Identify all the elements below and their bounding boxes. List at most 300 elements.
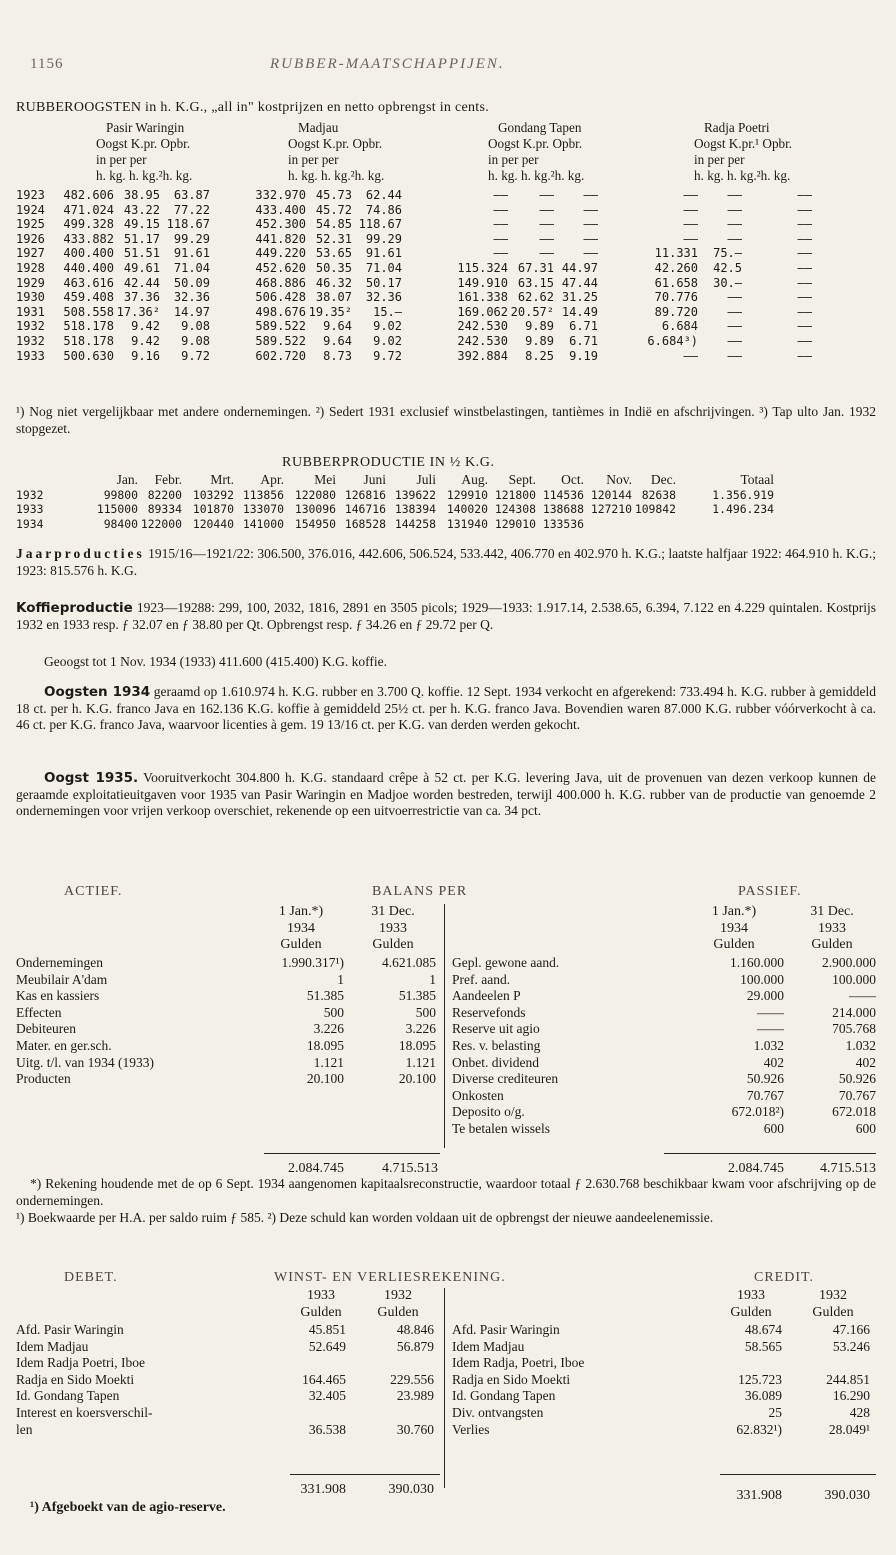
list-item xyxy=(452,1055,880,1072)
item-value: —— xyxy=(757,1021,784,1037)
table-cell: 51.17 xyxy=(123,231,160,246)
list-item xyxy=(452,1355,880,1372)
table-cell: 47.44 xyxy=(561,275,598,290)
table-cell: —— xyxy=(539,231,554,246)
table-cell: 149.910 xyxy=(457,275,508,290)
table-cell: 54.85 xyxy=(315,217,352,232)
row-year: 1928 xyxy=(16,260,45,275)
table-row xyxy=(16,203,876,218)
table-cell: 82200 xyxy=(147,487,182,502)
table-cell: 99800 xyxy=(103,487,138,502)
table-cell: 9.19 xyxy=(569,348,598,363)
item-label: Verlies xyxy=(452,1421,490,1437)
rubber-head-sub3-3: h. kg. h. kg.²h. kg. xyxy=(694,168,791,183)
table-cell: 38.95 xyxy=(123,188,160,202)
table-cell: —— xyxy=(493,188,508,202)
table-cell: 89334 xyxy=(147,502,182,517)
table-cell: —— xyxy=(797,202,812,217)
table-cell: 124308 xyxy=(494,502,536,517)
item-label: Div. ontvangsten xyxy=(452,1404,544,1420)
item-value: 32.405 xyxy=(308,1388,346,1404)
table-cell: 9.72 xyxy=(373,348,402,363)
table-cell: 6.684³) xyxy=(647,333,698,348)
item-label: len xyxy=(16,1421,33,1437)
wv-right-head: 1932 xyxy=(819,1288,847,1303)
table-cell: 9.42 xyxy=(131,333,160,348)
table-cell: 63.15 xyxy=(517,275,554,290)
month-header: Jan. xyxy=(116,472,138,487)
table-cell: 62.62 xyxy=(517,290,554,305)
list-item xyxy=(452,1121,880,1138)
table-cell: 9.08 xyxy=(181,319,210,334)
balans-right-head: Gulden xyxy=(713,937,755,952)
list-item xyxy=(16,1038,436,1055)
table-cell: 141000 xyxy=(242,516,284,531)
credit-title: CREDIT. xyxy=(754,1270,815,1285)
table-cell: 120144 xyxy=(590,487,632,502)
table-cell: 32.36 xyxy=(173,290,210,305)
list-item xyxy=(452,1339,880,1356)
month-header: Nov. xyxy=(606,472,632,487)
list-item xyxy=(16,1422,436,1439)
wv-total-rule-right xyxy=(720,1474,876,1475)
item-label: Diverse crediteuren xyxy=(452,1071,559,1087)
table-cell: —— xyxy=(583,202,598,217)
table-cell: 51.51 xyxy=(123,246,160,261)
table-cell: 452.300 xyxy=(255,217,306,232)
table-cell: —— xyxy=(583,246,598,261)
list-item xyxy=(452,972,880,989)
table-cell: 42.260 xyxy=(654,260,698,275)
item-value: 56.879 xyxy=(396,1338,434,1354)
rubber-head-sub1-1: Oogst K.pr. Opbr. xyxy=(288,136,383,151)
table-cell: —— xyxy=(539,188,554,202)
item-value: 100.000 xyxy=(832,971,876,987)
item-value: 70.767 xyxy=(838,1087,876,1103)
item-label: Idem Radja Poetri, Iboe xyxy=(16,1355,145,1371)
table-cell: 118.67 xyxy=(166,217,210,232)
table-cell: 9.42 xyxy=(131,319,160,334)
list-item xyxy=(16,988,436,1005)
table-cell: 122000 xyxy=(140,516,182,531)
item-value: 45.851 xyxy=(308,1322,346,1337)
item-label: Afd. Pasir Waringin xyxy=(16,1322,124,1337)
table-row xyxy=(16,276,876,291)
jaarproducties-text: 1915/16—1921/22: 306.500, 376.016, 442.606, 506.524, 533.442, 406.770 en 402.970 h. K.G.; laatste halfjaar 1922: 464.910 h. K.G.; 1923: 815.576 h. K.G. xyxy=(16,546,876,578)
balans-right-head: 31 Dec. xyxy=(810,904,854,919)
table-cell: 99.29 xyxy=(365,231,402,246)
rubber-head-sub2-0: in per per xyxy=(96,152,147,167)
list-item xyxy=(452,1005,880,1022)
oogst-1935-lead: Oogst 1935. xyxy=(44,770,139,786)
table-cell: —— xyxy=(539,202,554,217)
list-item xyxy=(452,1422,880,1439)
item-value: 600 xyxy=(763,1120,784,1136)
item-value: 428 xyxy=(849,1404,870,1420)
month-header: Aug. xyxy=(461,472,488,487)
table-cell: 82638 xyxy=(641,487,676,502)
table-cell: —— xyxy=(797,217,812,232)
item-value: 1 xyxy=(429,971,436,987)
table-cell: 449.220 xyxy=(255,246,306,261)
table-row xyxy=(16,319,876,334)
rubber-head-companies-3: Radja Poetri xyxy=(704,120,770,135)
debet-title: DEBET. xyxy=(64,1270,118,1285)
wv-divider xyxy=(444,1288,445,1488)
table-cell: —— xyxy=(797,246,812,261)
table-cell: —— xyxy=(797,231,812,246)
table-cell: 602.720 xyxy=(255,348,306,363)
list-item xyxy=(452,1088,880,1105)
row-year: 1934 xyxy=(16,516,44,531)
table-cell: 433.400 xyxy=(255,202,306,217)
item-value: 48.674 xyxy=(744,1322,782,1337)
item-value: 600 xyxy=(855,1120,876,1136)
row-year: 1932 xyxy=(16,319,45,334)
table-cell: 31.25 xyxy=(561,290,598,305)
item-value: 3.226 xyxy=(405,1021,436,1037)
table-cell: 332.970 xyxy=(255,188,306,202)
table-cell: 9.16 xyxy=(131,348,160,363)
production-title: RUBBERPRODUCTIE IN ½ K.G. xyxy=(282,455,495,470)
table-cell: 506.428 xyxy=(255,290,306,305)
rubber-head-companies-2: Gondang Tapen xyxy=(498,120,582,135)
table-row xyxy=(16,305,876,320)
table-cell: 49.15 xyxy=(123,217,160,232)
table-cell: 138688 xyxy=(542,502,584,517)
table-cell: —— xyxy=(797,188,812,202)
table-cell: 138394 xyxy=(394,502,436,517)
table-cell: —— xyxy=(583,188,598,202)
rubber-head-sub2-3: in per per xyxy=(694,152,745,167)
item-value: 36.089 xyxy=(744,1388,782,1404)
row-year: 1929 xyxy=(16,275,45,290)
table-cell: 75.— xyxy=(713,246,742,261)
month-header: Mei xyxy=(314,472,336,487)
table-cell: —— xyxy=(493,231,508,246)
table-cell: 114536 xyxy=(542,487,584,502)
item-label: Mater. en ger.sch. xyxy=(16,1037,112,1053)
table-cell: 91.61 xyxy=(173,246,210,261)
table-cell: 482.606 xyxy=(63,188,114,202)
table-cell: 103292 xyxy=(192,487,234,502)
row-year: 1931 xyxy=(16,304,45,319)
balans-total-left-a: 2.084.745 xyxy=(288,1161,344,1176)
table-cell: 122080 xyxy=(294,487,336,502)
table-cell: 74.86 xyxy=(365,202,402,217)
table-cell: 15.— xyxy=(373,304,402,319)
wv-left-head: Gulden xyxy=(377,1304,419,1320)
item-value: 20.100 xyxy=(398,1071,436,1087)
table-cell: —— xyxy=(727,348,742,363)
rubber-head-sub1-3: Oogst K.pr.¹ Opbr. xyxy=(694,136,793,151)
table-cell: 37.36 xyxy=(123,290,160,305)
item-value: 47.166 xyxy=(832,1322,870,1337)
table-row xyxy=(16,502,876,517)
table-cell: 101870 xyxy=(192,502,234,517)
row-year: 1923 xyxy=(16,188,45,202)
item-label: Pref. aand. xyxy=(452,971,511,987)
table-cell: 133070 xyxy=(242,502,284,517)
item-label: Ondernemingen xyxy=(16,955,103,970)
table-cell: —— xyxy=(583,217,598,232)
table-cell: —— xyxy=(797,319,812,334)
oogst-1935-text: Vooruitverkocht 304.800 h. K.G. standaard crêpe à 52 ct. per K.G. levering Java, uit de provenuen van dezen verkoop kunnen de geraamde exploitatieuitgaven voor 1935 van Pasir Waringin en Madjoe worden bestreden, terwijl 400.000 h. K.G. rubber van de productie van genoemde 2 ondernemingen voor vrijen verkoop overschiet, rekenende op een uitvoerrestrictie van ca. 34 pct. xyxy=(16,770,876,819)
balans-total-left-b: 4.715.513 xyxy=(382,1161,438,1176)
item-value: 1.160.000 xyxy=(730,955,784,970)
table-cell: 118.67 xyxy=(358,217,402,232)
koffie-lead: Koffieproductie xyxy=(16,600,133,616)
table-cell: 14.97 xyxy=(173,304,210,319)
month-header: Totaal xyxy=(740,472,774,487)
item-label: Idem Madjau xyxy=(452,1338,525,1354)
item-value: 672.018 xyxy=(832,1104,876,1120)
item-label: Radja en Sido Moekti xyxy=(452,1371,571,1387)
table-cell: 139622 xyxy=(394,487,436,502)
item-label: Meubilair A'dam xyxy=(16,971,108,987)
table-cell: 6.684 xyxy=(661,319,698,334)
table-cell: —— xyxy=(727,304,742,319)
table-cell: 121800 xyxy=(494,487,536,502)
item-label: Kas en kassiers xyxy=(16,988,100,1004)
table-cell: —— xyxy=(539,217,554,232)
table-cell: 589.522 xyxy=(255,319,306,334)
table-cell: 46.32 xyxy=(315,275,352,290)
list-item xyxy=(16,972,436,989)
balans-right-head: 1 Jan.*) xyxy=(711,904,757,919)
table-cell: 61.658 xyxy=(654,275,698,290)
item-value: 50.926 xyxy=(838,1071,876,1087)
wv-title: WINST- EN VERLIESREKENING. xyxy=(274,1270,506,1285)
list-item xyxy=(452,955,880,972)
table-cell: 115.324 xyxy=(457,260,508,275)
list-item xyxy=(16,1388,436,1405)
item-value: 1.032 xyxy=(845,1037,876,1053)
table-cell: —— xyxy=(493,202,508,217)
table-cell: 67.31 xyxy=(517,260,554,275)
rubber-head-sub1-0: Oogst K.pr. Opbr. xyxy=(96,136,191,151)
item-value: 1.990.317¹) xyxy=(281,955,344,970)
table-cell: —— xyxy=(539,246,554,261)
table-cell: —— xyxy=(683,348,698,363)
rubber-head-sub3-0: h. kg. h. kg.²h. kg. xyxy=(96,168,193,183)
item-value: 100.000 xyxy=(740,971,784,987)
table-cell: —— xyxy=(493,217,508,232)
table-cell: 6.71 xyxy=(569,319,598,334)
item-label: Uitg. t/l. van 1934 (1933) xyxy=(16,1054,154,1070)
balans-left-head: Gulden xyxy=(280,937,322,952)
item-value: 500 xyxy=(323,1004,344,1020)
item-label: Producten xyxy=(16,1071,71,1087)
item-value: 58.565 xyxy=(744,1338,782,1354)
row-year: 1933 xyxy=(16,348,45,363)
balans-total-rule-right xyxy=(664,1153,876,1154)
item-label: Id. Gondang Tapen xyxy=(16,1388,120,1404)
item-value: 16.290 xyxy=(832,1388,870,1404)
item-value: 3.226 xyxy=(313,1021,344,1037)
table-cell: —— xyxy=(727,188,742,202)
table-row xyxy=(16,261,876,276)
table-cell: 9.64 xyxy=(323,319,352,334)
list-item xyxy=(452,1322,880,1339)
wv-total-right-a: 331.908 xyxy=(736,1488,782,1503)
koffie-paragraph xyxy=(16,600,876,633)
month-header: Dec. xyxy=(650,472,676,487)
table-cell: —— xyxy=(727,217,742,232)
item-value: 50.926 xyxy=(746,1071,784,1087)
table-row xyxy=(16,349,876,364)
table-cell: 71.04 xyxy=(173,260,210,275)
page-number: 1156 xyxy=(30,56,64,72)
balans-footnote-2: ¹) Boekwaarde per H.A. per saldo ruim ƒ 585. ²) Deze schuld kan worden voldaan uit de opbrengst der nieuwe aandeelenemissie. xyxy=(16,1210,714,1225)
table-cell: 133536 xyxy=(542,516,584,531)
running-title: RUBBER-MAATSCHAPPIJEN. xyxy=(270,56,505,72)
list-item xyxy=(16,1322,436,1339)
item-label: Reserve uit agio xyxy=(452,1021,540,1037)
item-value: 402 xyxy=(763,1054,784,1070)
row-year: 1927 xyxy=(16,246,45,261)
koffie-text: 1923—19288: 299, 100, 2032, 1816, 2891 en 3505 picols; 1929—1933: 1.917.14, 2.538.65, 6.394, 7.122 en 4.229 quintalen. Kostprijs 1932 en 1933 resp. ƒ 32.07 en ƒ 38.80 per Qt. Opbrengst resp. ƒ 34.26 en ƒ 29.72 per Q. xyxy=(16,600,876,632)
item-value: 18.095 xyxy=(398,1037,436,1053)
table-cell: —— xyxy=(727,231,742,246)
item-label: Interest en koersverschil- xyxy=(16,1404,153,1420)
table-cell: 6.71 xyxy=(569,333,598,348)
item-value: 1.032 xyxy=(753,1037,784,1053)
table-cell: 129010 xyxy=(494,516,536,531)
list-item xyxy=(452,988,880,1005)
table-cell: 168528 xyxy=(344,516,386,531)
table-cell: —— xyxy=(797,275,812,290)
item-label: Gepl. gewone aand. xyxy=(452,955,560,970)
balans-total-right-b: 4.715.513 xyxy=(820,1161,876,1176)
table-cell: 127210 xyxy=(590,502,632,517)
wv-right-head: 1933 xyxy=(737,1288,765,1303)
row-year: 1933 xyxy=(16,502,44,517)
table-cell: 49.61 xyxy=(123,260,160,275)
table-cell: 50.09 xyxy=(173,275,210,290)
table-cell: 14.49 xyxy=(561,304,598,319)
table-cell: 44.97 xyxy=(561,260,598,275)
wv-debet-list xyxy=(16,1322,436,1438)
list-item xyxy=(16,955,436,972)
wv-footnote: ¹) Afgeboekt van de agio-reserve. xyxy=(30,1500,226,1515)
list-item xyxy=(452,1104,880,1121)
item-value: 2.900.000 xyxy=(822,955,876,970)
wv-left-head: 1933 xyxy=(307,1288,335,1303)
passief-title: PASSIEF. xyxy=(738,884,802,899)
rubber-table-title: RUBBEROOGSTEN in h. K.G., „all in" kostprijzen en netto opbrengst in cents. xyxy=(16,100,490,115)
row-year: 1925 xyxy=(16,217,45,232)
table-cell: 70.776 xyxy=(654,290,698,305)
table-cell: 120440 xyxy=(192,516,234,531)
item-label: Idem Madjau xyxy=(16,1338,89,1354)
item-value: 229.556 xyxy=(390,1371,434,1387)
table-cell: 1.496.234 xyxy=(712,502,774,517)
item-label: Te betalen wissels xyxy=(452,1120,551,1136)
list-item xyxy=(452,1021,880,1038)
table-cell: 459.408 xyxy=(63,290,114,305)
item-value: 214.000 xyxy=(832,1004,876,1020)
rubber-head-companies-0: Pasir Waringin xyxy=(106,120,185,135)
list-item xyxy=(16,1355,436,1372)
item-value: 4.621.085 xyxy=(382,955,436,970)
rubber-table-footnote: ¹) Nog niet vergelijkbaar met andere ondernemingen. ²) Sedert 1931 exclusief winstbelastingen, tantièmes in Indië en afschrijvingen. ³) Tap ulto Jan. 1932 stopgezet. xyxy=(16,404,876,436)
rubber-head-sub1-2: Oogst K.pr. Opbr. xyxy=(488,136,583,151)
item-value: 52.649 xyxy=(308,1338,346,1354)
balans-left-head: 1933 xyxy=(379,920,407,936)
item-value: 244.851 xyxy=(826,1371,870,1387)
balans-passief-list xyxy=(452,955,880,1138)
table-cell: 242.530 xyxy=(457,319,508,334)
month-header: Juni xyxy=(363,472,386,487)
table-cell: 9.02 xyxy=(373,333,402,348)
table-row xyxy=(16,217,876,232)
balans-footnote-1: *) Rekening houdende met de op 6 Sept. 1934 aangenomen kapitaalsreconstructie, waardoor totaal ƒ 2.630.768 beschikbaar kwam voor afschrijving op de ondernemingen. xyxy=(16,1176,876,1208)
table-cell: 499.328 xyxy=(63,217,114,232)
item-label: Deposito o/g. xyxy=(452,1104,525,1120)
table-row xyxy=(16,290,876,305)
table-cell: 98400 xyxy=(103,516,138,531)
item-label: Onkosten xyxy=(452,1087,504,1103)
list-item xyxy=(16,1372,436,1389)
table-cell: 11.331 xyxy=(654,246,698,261)
koffie-paragraph-2: Geoogst tot 1 Nov. 1934 (1933) 411.600 (415.400) K.G. koffie. xyxy=(44,654,387,669)
table-cell: 17.36² xyxy=(116,304,160,319)
table-cell: 9.64 xyxy=(323,333,352,348)
balans-left-head: 1 Jan.*) xyxy=(278,904,324,919)
table-cell: —— xyxy=(727,290,742,305)
table-cell: 77.22 xyxy=(173,202,210,217)
wv-total-rule-left xyxy=(290,1474,440,1475)
month-header: Oct. xyxy=(561,472,584,487)
row-year: 1932 xyxy=(16,487,44,502)
table-cell: 9.02 xyxy=(373,319,402,334)
table-cell: 518.178 xyxy=(63,333,114,348)
item-value: 125.723 xyxy=(738,1371,782,1387)
table-cell: 38.07 xyxy=(315,290,352,305)
item-value: 51.385 xyxy=(306,988,344,1004)
table-cell: 52.31 xyxy=(315,231,352,246)
wv-total-left-b: 390.030 xyxy=(388,1482,434,1497)
balans-left-head: 1934 xyxy=(287,920,315,936)
table-cell: 508.558 xyxy=(63,304,114,319)
month-header: Sept. xyxy=(508,472,536,487)
item-label: Effecten xyxy=(16,1004,62,1020)
table-cell: 91.61 xyxy=(365,246,402,261)
row-year: 1926 xyxy=(16,231,45,246)
wv-total-right-b: 390.030 xyxy=(824,1488,870,1503)
oogst-1935-paragraph xyxy=(16,770,876,820)
wv-right-head: Gulden xyxy=(812,1304,854,1320)
table-cell: 468.886 xyxy=(255,275,306,290)
item-label: Res. v. belasting xyxy=(452,1037,541,1053)
balans-right-head: Gulden xyxy=(811,937,853,952)
table-cell: —— xyxy=(583,231,598,246)
table-row xyxy=(16,334,876,349)
table-row xyxy=(16,517,876,532)
table-cell: 440.400 xyxy=(63,260,114,275)
item-label: Afd. Pasir Waringin xyxy=(452,1322,560,1337)
list-item xyxy=(16,1071,436,1088)
rubber-head-companies-1: Madjau xyxy=(298,120,339,135)
item-value: 1.121 xyxy=(313,1054,344,1070)
table-cell: —— xyxy=(797,290,812,305)
balans-right-head: 1934 xyxy=(720,920,748,936)
item-value: 30.760 xyxy=(396,1421,434,1437)
table-cell: 498.676 xyxy=(255,304,306,319)
table-cell: 71.04 xyxy=(365,260,402,275)
list-item xyxy=(452,1372,880,1389)
